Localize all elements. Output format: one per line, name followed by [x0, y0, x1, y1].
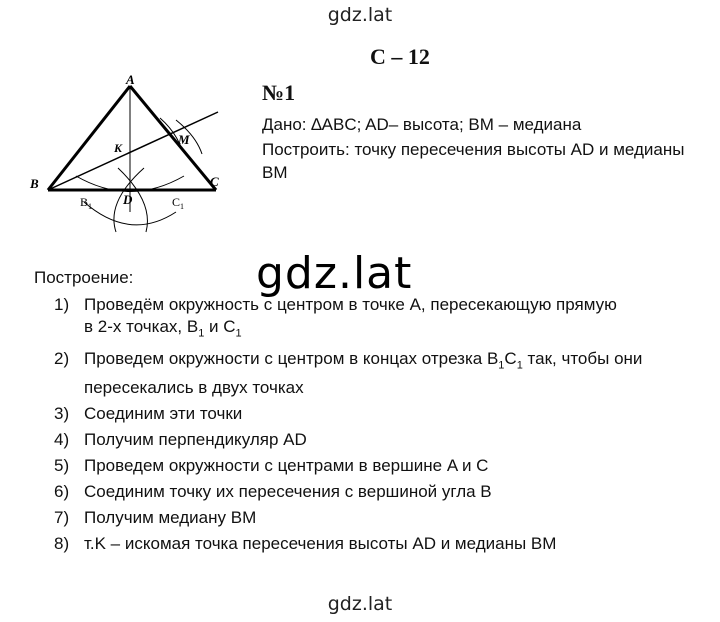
step-number: 1) — [54, 295, 70, 314]
construction-steps-list — [54, 294, 704, 559]
section-title: С – 12 — [370, 44, 430, 69]
step-number: 3) — [54, 403, 70, 423]
label-b1: $B_1$ — [80, 195, 93, 211]
label-k: K — [114, 141, 123, 155]
step-item — [54, 455, 704, 477]
step-text: Соединим эти точки — [84, 403, 243, 423]
watermark-top: gdz.lat — [327, 4, 393, 26]
label-c: C — [210, 174, 219, 189]
step-item — [54, 481, 704, 503]
step-text: Получим перпендикуляр AD — [84, 429, 307, 449]
step-number: 5) — [54, 455, 70, 475]
step-text: Соединим точку их пересечения с вершиной угла B — [84, 481, 492, 501]
step-number: 6) — [54, 481, 70, 501]
step-item — [54, 507, 704, 529]
watermark-bottom: gdz.lat — [327, 593, 393, 615]
step-text: Проведем окружности с центрами в вершине A и C — [84, 455, 489, 475]
step-number: 8) — [54, 533, 70, 553]
step-item — [54, 429, 704, 451]
step-item — [54, 294, 704, 344]
step-number: 4) — [54, 429, 70, 449]
given-statement: Дано: ∆ABC; AD– высота; BM – медиана — [262, 115, 582, 134]
label-c1: $C_1$ — [172, 195, 185, 211]
side-ac — [130, 86, 216, 190]
step-item — [54, 403, 704, 425]
construction-heading: Построение: — [34, 268, 134, 287]
label-m: M — [178, 132, 190, 147]
step-text: Получим медиану BM — [84, 507, 257, 527]
label-d: D — [123, 192, 133, 207]
label-a: A — [126, 72, 135, 87]
step-text: т.K – искомая точка пересечения высоты AD и медианы BM — [84, 533, 557, 553]
watermark-middle: gdz.lat — [256, 248, 413, 299]
problem-number: №1 — [262, 80, 296, 105]
side-ab — [48, 86, 130, 190]
task-statement: Построить: точку пересечения высоты AD и медианы BM — [262, 140, 685, 182]
step-text: Проведем окружности с центром в концах отрезка $B_1C_1$ так, чтобы они пересекались в двух точках — [84, 349, 643, 397]
step-item — [54, 348, 704, 398]
step-number: 2) — [54, 349, 70, 369]
label-b: B — [30, 176, 39, 191]
step-item — [54, 533, 704, 555]
step-text: Проведём окружность с центром в точке A, пересекающую прямую в 2-х точках, $B_1$ и $C_1$ — [84, 295, 617, 340]
triangle-construction-diagram — [26, 72, 246, 244]
step-number: 7) — [54, 507, 70, 527]
